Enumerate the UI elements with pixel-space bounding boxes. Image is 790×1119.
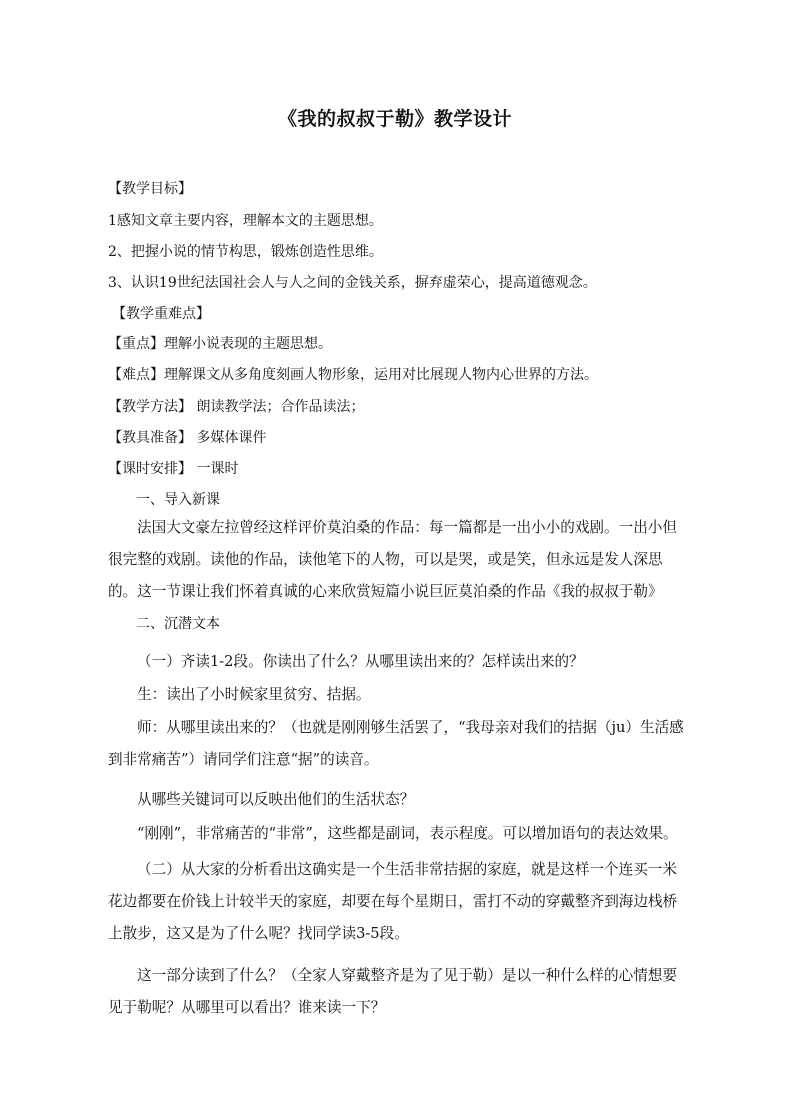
objectives-heading: 【教学目标】 [108,181,192,197]
teaching-method: 【教学方法】 朗读教学法；合作品读法； [108,399,365,415]
class-schedule: 【课时安排】 一课时 [108,461,239,477]
difficult-point: 【难点】理解课文从多角度刻画人物形象，运用对比展现人物内心世界的方法。 [108,367,598,383]
objective-2: 2、把握小说的情节构思，锻炼创造性思维。 [108,244,383,260]
adverb-note: “刚刚”，非常痛苦的“非常”，这些都是副词，表示程度。可以增加语句的表达效果。 [137,825,678,842]
objective-3: 3、认识19世纪法国社会人与人之间的金钱关系，摒弃虚荣心，提高道德观念。 [108,275,597,291]
student-answer: 生：读出了小时候家里贫穷、拮据。 [137,686,371,703]
section-2-heading: 二、沉潜文本 [136,616,220,632]
keyword-question: 从哪些关键词可以反映出他们的生活状态？ [137,791,415,808]
question-1: （一）齐读1-2段。你读出了什么？从哪里读出来的？怎样读出来的？ [137,653,584,670]
teaching-tools: 【教具准备】 多媒体课件 [108,430,267,446]
intro-paragraph: 法国大文豪左拉曾经这样评价莫泊桑的作品：每一篇都是一出小小的戏剧。一出小但很完整的戏剧。读他的作品，读他笔下的人物，可以是哭，或是笑，但永远是发人深思的。这一节课让我们怀着真诚的心来欣赏短篇小说巨匠莫泊桑的作品《我的叔叔于勒》 [108,519,677,600]
section-1-heading: 一、导入新课 [136,492,220,508]
key-point: 【重点】理解小说表现的主题思想。 [108,336,332,352]
objective-1: 1感知文章主要内容，理解本文的主题思想。 [108,213,383,229]
part-question: 这一部分读到了什么？（全家人穿戴整齐是为了见于勒）是以一种什么样的心情想要见于勒呢？从哪里可以看出？谁来读一下？ [108,967,677,1016]
document-title: 《我的叔叔于勒》教学设计 [277,108,512,130]
teacher-paragraph: 师：从哪里读出来的？（也就是刚刚够生活罢了，“我母亲对我们的拮据（ju）生活感到非常痛苦”）请同学们注意“据”的读音。 [108,719,684,768]
key-points-heading: 【教学重难点】 [112,306,210,322]
analysis-paragraph: （二）从大家的分析看出这确实是一个生活非常拮据的家庭，就是这样一个连买一米花边都要在价钱上计较半天的家庭，却要在每个星期日，雷打不动的穿戴整齐到海边栈桥上散步，这又是为了什么呢？找同学读3-5段。 [108,861,678,942]
